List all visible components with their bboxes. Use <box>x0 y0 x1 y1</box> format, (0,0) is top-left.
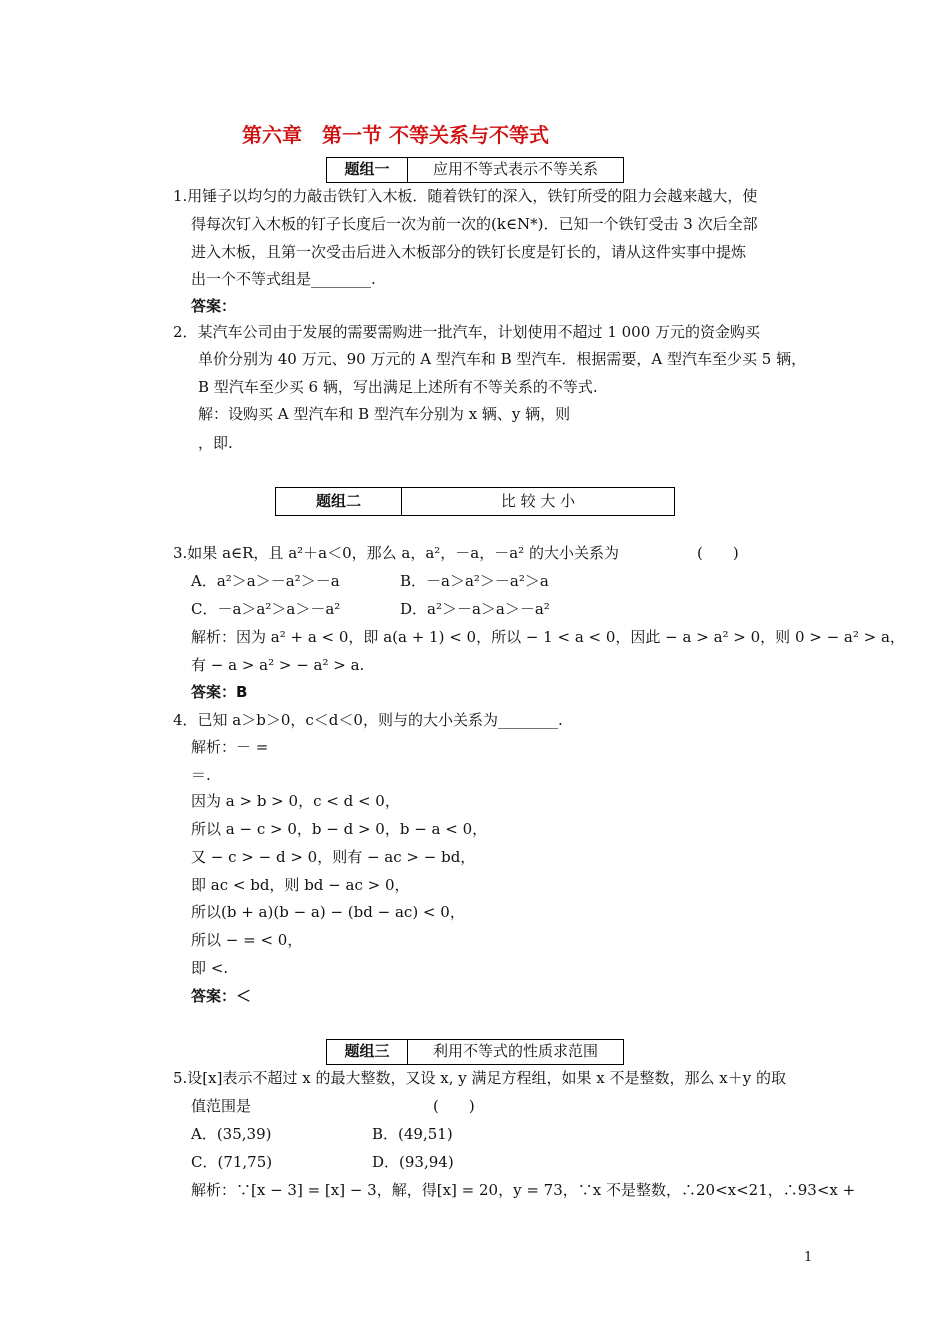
q5-stem-2: 值范围是 <box>191 1097 252 1115</box>
q1-line-1: 1.用锤子以均匀的力敲击铁钉入木板．随着铁钉的深入，铁钉所受的阻力会越来越大，使 <box>173 187 758 205</box>
group1-label: 题组一 <box>327 158 408 182</box>
q1-answer: 答案： <box>191 297 237 315</box>
q3-option-c: C．－a＞a²＞a＞－a² <box>191 600 341 618</box>
q4-analysis-5: 又 − c > − d > 0，则有 − ac > − bd， <box>191 848 476 866</box>
q2-line-1: 2．某汽车公司由于发展的需要需购进一批汽车，计划使用不超过 1 000 万元的资金购买 <box>173 323 761 341</box>
q2-line-3: B 型汽车至少买 6 辆，写出满足上述所有不等关系的不等式. <box>198 378 598 396</box>
q4-stem: 4．已知 a＞b＞0，c＜d＜0，则与的大小关系为________. <box>173 711 563 729</box>
group2-topic: 比 较 大 小 <box>500 492 576 510</box>
group3-box <box>326 1039 624 1065</box>
q5-option-a: A．(35,39) <box>191 1125 272 1143</box>
q5-analysis: 解析：∵[x − 3] = [x] − 3，解，得[x] = 20，y = 73，∵x 不是整数，∴20<x<21，∴93<x + <box>191 1181 856 1199</box>
q4-analysis-3: 因为 a > b > 0，c < d < 0， <box>191 792 400 810</box>
page-title: 第六章 第一节 不等关系与不等式 <box>242 123 549 147</box>
q1-line-2: 得每次钉入木板的钉子长度后一次为前一次的(k∈N*)．已知一个铁钉受击 3 次后全部 <box>191 215 758 233</box>
q3-paren: ( ) <box>697 544 739 562</box>
group1-box <box>326 157 624 183</box>
q2-solution-1: 解：设购买 A 型汽车和 B 型汽车分别为 x 辆、y 辆，则 <box>198 405 571 423</box>
group1-topic: 应用不等式表示不等关系 <box>432 160 598 178</box>
group2-label: 题组二 <box>276 488 402 515</box>
q1-line-4: 出一个不等式组是________. <box>191 270 376 288</box>
group3-label: 题组三 <box>327 1040 408 1064</box>
q4-analysis-8: 所以 − = < 0， <box>191 931 303 949</box>
q4-analysis-7: 所以(b + a)(b − a) − (bd − ac) < 0， <box>191 903 465 921</box>
q3-analysis-1: 解析：因为 a² + a < 0，即 a(a + 1) < 0，所以 − 1 < a < 0，因此 − a > a² > 0，则 0 > − a² > a， <box>191 628 905 646</box>
group2-box <box>275 487 675 516</box>
q3-answer: 答案：B <box>191 683 248 701</box>
q5-option-d: D．(93,94) <box>372 1153 454 1171</box>
q4-analysis-1: 解析：－ = <box>191 738 269 756</box>
q5-paren: ( ) <box>433 1097 475 1115</box>
q5-option-c: C．(71,75) <box>191 1153 273 1171</box>
group3-topic: 利用不等式的性质求范围 <box>432 1042 598 1060</box>
q4-analysis-9: 即 <. <box>191 959 229 977</box>
q3-analysis-2: 有 − a > a² > − a² > a. <box>191 656 365 674</box>
q4-analysis-4: 所以 a − c > 0，b − d > 0，b − a < 0， <box>191 820 488 838</box>
q1-line-3: 进入木板，且第一次受击后进入木板部分的铁钉长度是钉长的，请从这件实事中提炼 <box>191 243 747 261</box>
page-number: 1 <box>804 1250 813 1265</box>
q2-line-2: 单价分别为 40 万元、90 万元的 A 型汽车和 B 型汽车．根据需要，A 型汽车至少买 5 辆， <box>198 350 807 368</box>
q2-solution-2: ，即. <box>198 434 233 452</box>
q3-option-d: D．a²＞－a＞a＞－a² <box>400 600 550 618</box>
q4-answer: 答案：＜ <box>191 987 252 1005</box>
q4-analysis-2: ＝. <box>191 766 211 784</box>
q3-stem: 3.如果 a∈R，且 a²＋a＜0，那么 a，a²，－a，－a² 的大小关系为 <box>173 544 619 562</box>
q3-option-b: B．－a＞a²＞－a²＞a <box>400 572 549 590</box>
q4-analysis-6: 即 ac < bd，则 bd − ac > 0， <box>191 876 410 894</box>
q3-option-a: A．a²＞a＞－a²＞－a <box>191 572 340 590</box>
q5-stem-1: 5.设[x]表示不超过 x 的最大整数，又设 x, y 满足方程组，如果 x 不是整数，那么 x＋y 的取 <box>173 1069 786 1087</box>
q5-option-b: B．(49,51) <box>372 1125 453 1143</box>
